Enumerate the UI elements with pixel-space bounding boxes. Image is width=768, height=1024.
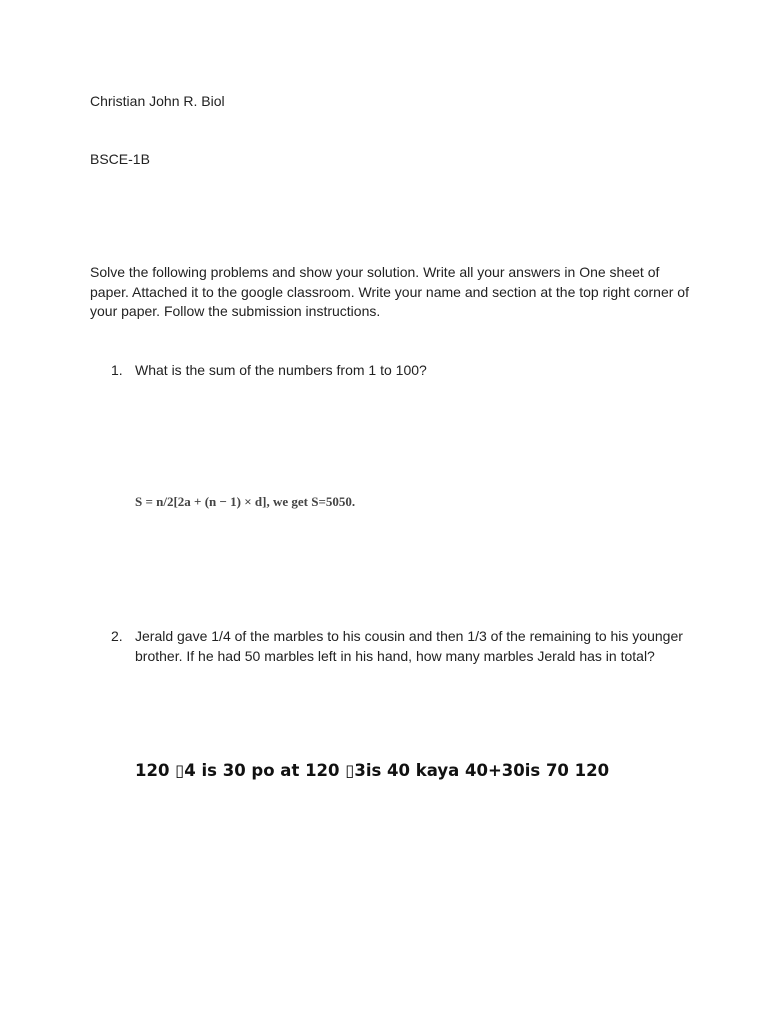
question-2-number: 2. bbox=[111, 628, 123, 644]
question-1-number: 1. bbox=[111, 362, 123, 378]
student-section: BSCE-1B bbox=[90, 151, 150, 167]
instructions-paragraph: Solve the following problems and show your solution. Write all your answers in One sheet of paper. Attached it to the google classroom. Write your name and section at the top right corner of your paper. Follow the submission instructions. bbox=[90, 264, 689, 319]
question-1-text: What is the sum of the numbers from 1 to 100? bbox=[135, 362, 427, 378]
answer-1: S = n/2[2a + (n − 1) × d], we get S=5050. bbox=[135, 494, 356, 509]
student-name: Christian John R. Biol bbox=[90, 93, 225, 109]
answer-2: 120 ▯4 is 30 po at 120 ▯3is 40 kaya 40+30is 70 120 bbox=[135, 761, 610, 780]
question-2-text: Jerald gave 1/4 of the marbles to his cousin and then 1/3 of the remaining to his younger brother. If he had 50 marbles left in his hand, how many marbles Jerald has in total? bbox=[135, 628, 683, 664]
